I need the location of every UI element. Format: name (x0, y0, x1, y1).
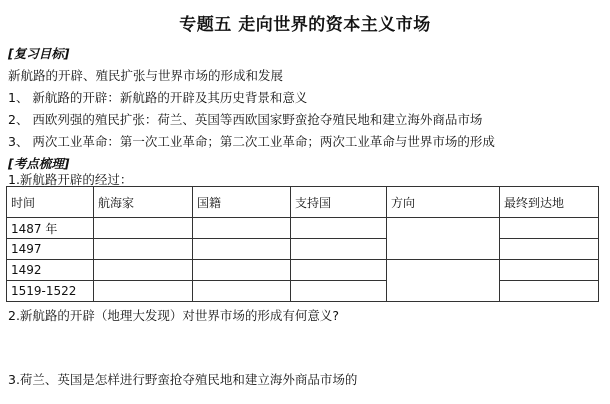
review-heading: [复习目标] (8, 46, 70, 61)
table-row (7, 260, 599, 281)
year-cell: 1492 (7, 260, 94, 281)
table-header-row (7, 187, 599, 218)
answer-cell (193, 281, 291, 302)
answer-cell (94, 260, 193, 281)
answer-cell (193, 260, 291, 281)
answer-cell (500, 218, 599, 239)
review-item-1: 1、 新航路的开辟：新航路的开辟及其历史背景和意义 (8, 90, 308, 105)
answer-cell (193, 218, 291, 239)
table-row (7, 218, 599, 239)
question-2: 2.新航路的开辟（地理大发现）对世界市场的形成有何意义? (8, 308, 340, 323)
answer-cell (291, 281, 387, 302)
header-destination: 最终到达地 (500, 187, 599, 218)
answer-cell (387, 218, 500, 260)
voyages-table (6, 186, 599, 302)
answer-cell (94, 281, 193, 302)
header-nationality: 国籍 (193, 187, 291, 218)
page-title: 专题五 走向世界的资本主义市场 (179, 15, 431, 35)
table-row (7, 281, 599, 302)
review-intro: 新航路的开辟、殖民扩张与世界市场的形成和发展 (8, 68, 284, 83)
review-item-2: 2、 西欧列强的殖民扩张：荷兰、英国等西欧国家野蛮抢夺殖民地和建立海外商品市场 (8, 112, 483, 127)
table-row (7, 239, 599, 260)
answer-cell (387, 260, 500, 302)
answer-cell (500, 281, 599, 302)
answer-cell (193, 239, 291, 260)
keypoints-heading: [考点梳理] (8, 156, 70, 171)
header-direction: 方向 (387, 187, 500, 218)
answer-cell (291, 218, 387, 239)
header-sponsor: 支持国 (291, 187, 387, 218)
header-navigator: 航海家 (94, 187, 193, 218)
year-cell: 1487 年 (7, 218, 94, 239)
answer-cell (291, 260, 387, 281)
answer-cell (94, 239, 193, 260)
answer-cell (500, 239, 599, 260)
answer-cell (94, 218, 193, 239)
header-time: 时间 (7, 187, 94, 218)
answer-cell (291, 239, 387, 260)
question-1: 1.新航路开辟的经过： (8, 172, 133, 187)
year-cell: 1497 (7, 239, 94, 260)
review-item-3: 3、 两次工业革命：第一次工业革命；第二次工业革命；两次工业革命与世界市场的形成 (8, 134, 495, 149)
year-cell: 1519-1522 (7, 281, 94, 302)
answer-cell (500, 260, 599, 281)
question-3: 3.荷兰、英国是怎样进行野蛮抢夺殖民地和建立海外商品市场的 (8, 372, 358, 387)
